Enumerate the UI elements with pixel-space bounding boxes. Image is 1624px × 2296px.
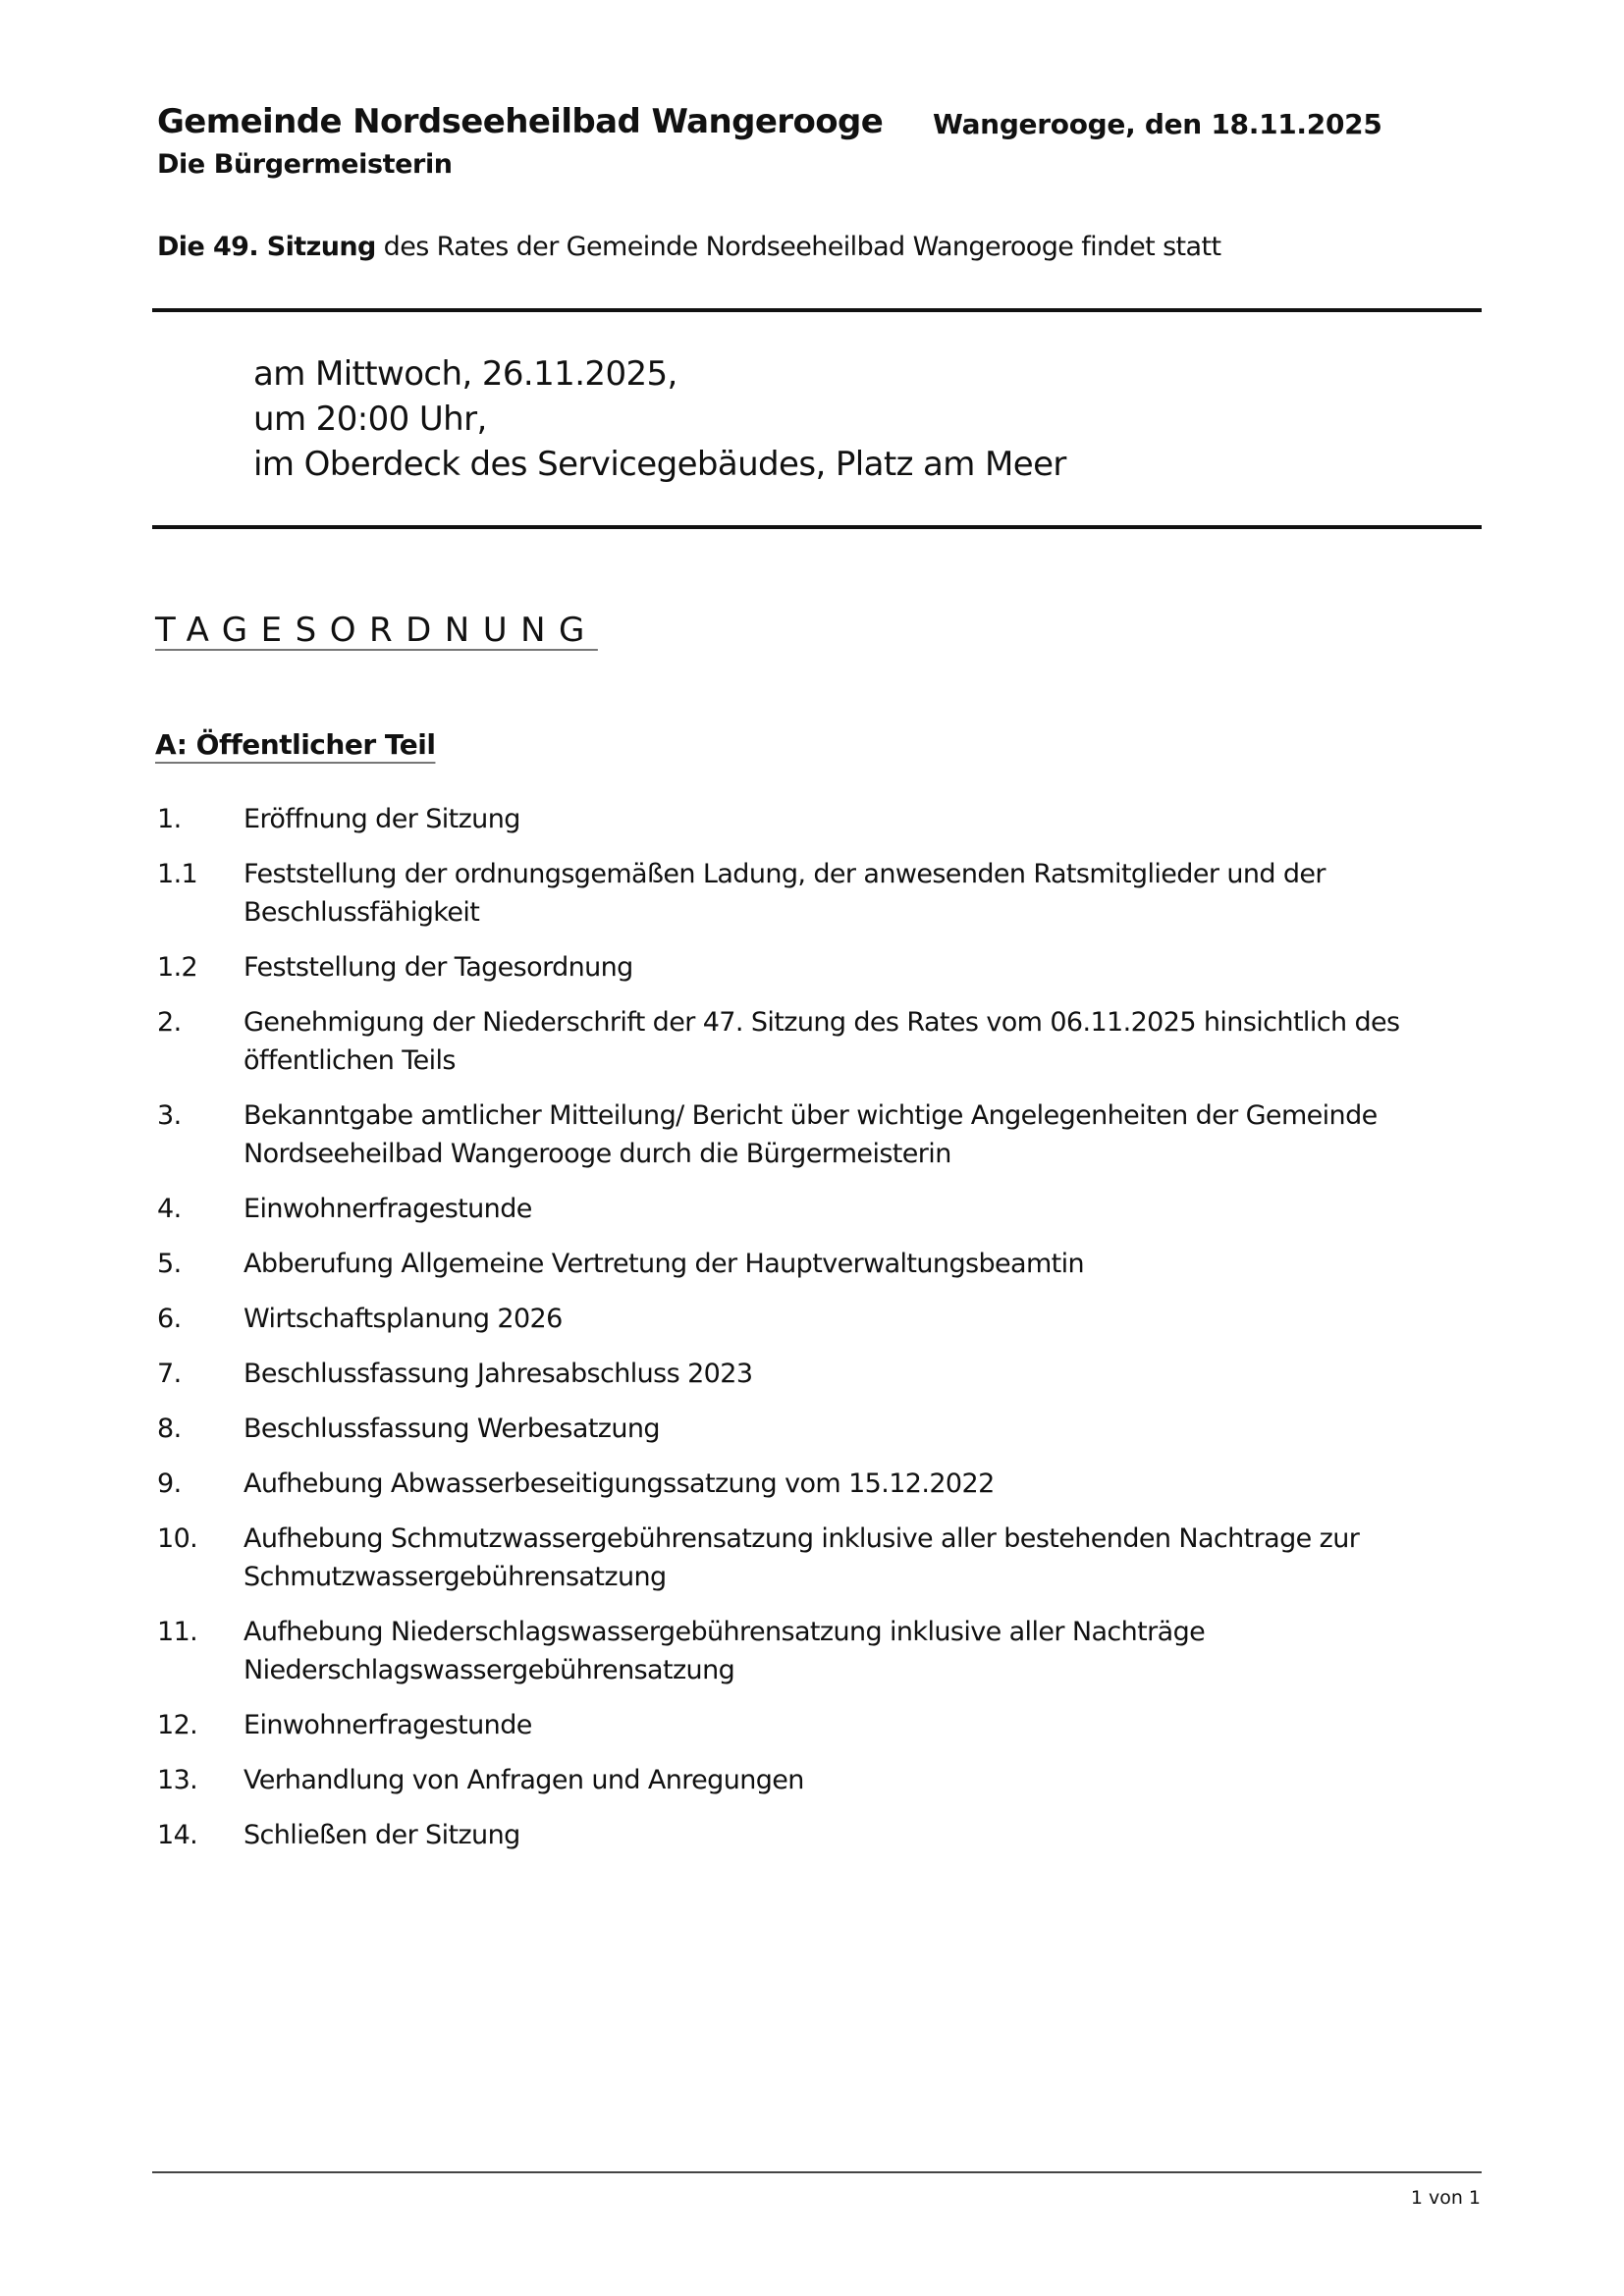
agenda-item-text: Feststellung der Tagesordnung bbox=[244, 952, 633, 983]
agenda-item bbox=[157, 800, 1483, 838]
session-intro-text: des Rates der Gemeinde Nordseeheilbad Wangerooge findet statt bbox=[375, 232, 1221, 262]
agenda-item-text: Aufhebung Schmutzwassergebührensatzung inklusive aller bestehenden Nachtrage zur Schmutzwassergebührensatzung bbox=[244, 1523, 1360, 1592]
page-number: 1 von 1 bbox=[1410, 2187, 1481, 2209]
footer-divider bbox=[152, 2171, 1482, 2173]
agenda-item bbox=[157, 1300, 1483, 1338]
session-intro bbox=[157, 232, 1220, 262]
agenda-item-text: Beschlussfassung Jahresabschluss 2023 bbox=[244, 1359, 753, 1389]
agenda-item-number: 2. bbox=[157, 1007, 182, 1038]
meeting-location: im Oberdeck des Servicegebäudes, Platz am Meer bbox=[253, 445, 1066, 484]
agenda-item-number: 10. bbox=[157, 1523, 198, 1554]
agenda-item-number: 5. bbox=[157, 1249, 182, 1279]
agenda-item bbox=[157, 1190, 1483, 1228]
agenda-item-number: 4. bbox=[157, 1194, 182, 1224]
agenda-item-text: Eröffnung der Sitzung bbox=[244, 804, 520, 834]
agenda-item bbox=[157, 1520, 1483, 1596]
agenda-item-text: Genehmigung der Niederschrift der 47. Sitzung des Rates vom 06.11.2025 hinsichtlich des öffentlichen Teils bbox=[244, 1007, 1400, 1076]
divider-top bbox=[152, 308, 1482, 312]
divider-bottom bbox=[152, 525, 1482, 529]
agenda-item bbox=[157, 1465, 1483, 1503]
agenda-item-text: Aufhebung Niederschlagswassergebührensatzung inklusive aller Nachträge Niederschlagswassergebührensatzung bbox=[244, 1617, 1206, 1685]
agenda-item-text: Feststellung der ordnungsgemäßen Ladung, der anwesenden Ratsmitglieder und der Beschlussfähigkeit bbox=[244, 859, 1326, 928]
place-date: Wangerooge, den 18.11.2025 bbox=[933, 108, 1382, 140]
agenda-item bbox=[157, 855, 1483, 932]
agenda-item bbox=[157, 1613, 1483, 1689]
agenda-item-text: Schließen der Sitzung bbox=[244, 1820, 520, 1850]
agenda-item-text: Wirtschaftsplanung 2026 bbox=[244, 1304, 563, 1334]
agenda-item-number: 14. bbox=[157, 1820, 198, 1850]
agenda-item-number: 8. bbox=[157, 1414, 182, 1444]
agenda-item bbox=[157, 1706, 1483, 1744]
agenda-item-text: Aufhebung Abwasserbeseitigungssatzung vom 15.12.2022 bbox=[244, 1468, 995, 1499]
agenda-item-number: 7. bbox=[157, 1359, 182, 1389]
meeting-date: am Mittwoch, 26.11.2025, bbox=[253, 354, 677, 394]
meeting-details bbox=[253, 351, 1066, 487]
agenda-item-number: 1. bbox=[157, 804, 182, 834]
agenda-item bbox=[157, 948, 1483, 987]
agenda-item bbox=[157, 1003, 1483, 1080]
agenda-item-text: Abberufung Allgemeine Vertretung der Hauptverwaltungsbeamtin bbox=[244, 1249, 1085, 1279]
agenda-item-number: 12. bbox=[157, 1710, 198, 1740]
agenda-item-number: 6. bbox=[157, 1304, 182, 1334]
section-title: A: Öffentlicher Teil bbox=[155, 728, 436, 761]
agenda-item-number: 1.1 bbox=[157, 859, 198, 889]
agenda-item-number: 11. bbox=[157, 1617, 198, 1647]
agenda-item-text: Bekanntgabe amtlicher Mitteilung/ Bericht über wichtige Angelegenheiten der Gemeinde Nordseeheilbad Wangerooge durch die Bürgermeisterin bbox=[244, 1100, 1378, 1169]
meeting-time: um 20:00 Uhr, bbox=[253, 400, 487, 439]
agenda-item-number: 3. bbox=[157, 1100, 182, 1131]
agenda-list bbox=[157, 800, 1483, 1871]
agenda-item bbox=[157, 1245, 1483, 1283]
agenda-item bbox=[157, 1410, 1483, 1448]
agenda-item-number: 13. bbox=[157, 1765, 198, 1795]
agenda-item bbox=[157, 1761, 1483, 1799]
agenda-item bbox=[157, 1096, 1483, 1173]
session-number: Die 49. Sitzung bbox=[157, 232, 376, 262]
agenda-item-text: Einwohnerfragestunde bbox=[244, 1710, 532, 1740]
agenda-item bbox=[157, 1816, 1483, 1854]
organization-name: Gemeinde Nordseeheilbad Wangerooge bbox=[157, 102, 884, 141]
office-name: Die Bürgermeisterin bbox=[157, 149, 453, 180]
agenda-item-text: Verhandlung von Anfragen und Anregungen bbox=[244, 1765, 804, 1795]
agenda-item-number: 1.2 bbox=[157, 952, 198, 983]
agenda-title: TAGESORDNUNG bbox=[155, 611, 598, 650]
agenda-item-text: Beschlussfassung Werbesatzung bbox=[244, 1414, 660, 1444]
agenda-item-text: Einwohnerfragestunde bbox=[244, 1194, 532, 1224]
agenda-item-number: 9. bbox=[157, 1468, 182, 1499]
agenda-item bbox=[157, 1355, 1483, 1393]
